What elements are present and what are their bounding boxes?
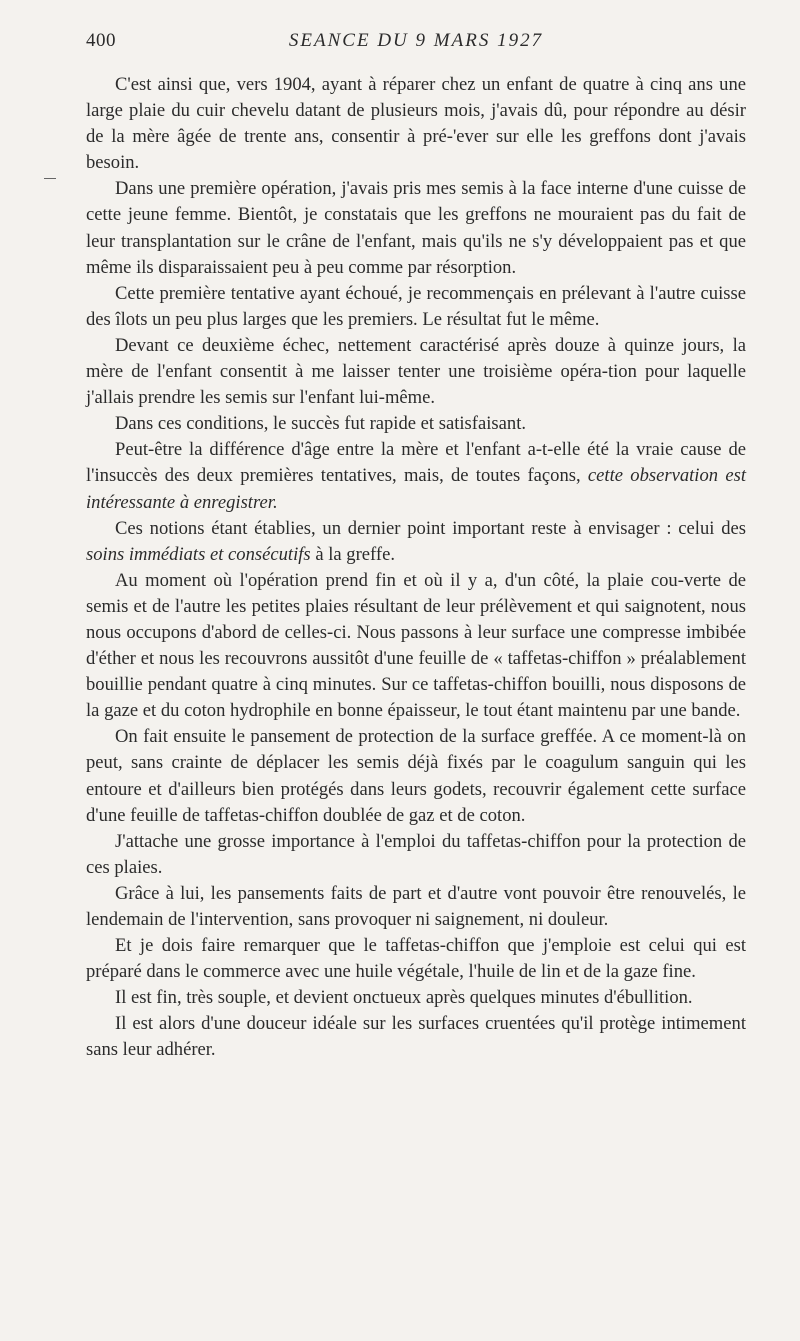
- paragraph-8: Au moment où l'opération prend fin et où il y a, d'un côté, la plaie cou-verte de semis et de l'autre les petites plaies résultant de leur prélèvement et qui saignotent, nous nous occupons d'abord de celles-ci. Nous passons à leur surface une compresse imbibée d'éther et nous les recouvrons aussitôt d'une feuille de « taffetas-chiffon » préalablement bouillie pendant quatre à cinq minutes. Sur ce taffetas-chiffon bouilli, nous disposons de la gaze et du coton hydrophile en bonne épaisseur, le tout étant maintenu par une bande.: [86, 569, 746, 722]
- paragraph-4: Devant ce deuxième échec, nettement caractérisé après douze à quinze jours, la mère de l'enfant consentit à me laisser tenter une troisième opéra-tion pour laquelle j'allais prendre les semis sur l'enfant lui-même.: [86, 334, 746, 409]
- page-number: 400: [86, 30, 116, 51]
- paragraph-9: On fait ensuite le pansement de protection de la surface greffée. A ce moment-là on peut, sans crainte de déplacer les semis déjà fixés par le coagulum sanguin qui les entoure et d'ailleurs bien protégés dans leurs godets, recouvrir également cette surface d'une feuille de taffetas-chiffon doublée de gaz et de coton.: [86, 726, 746, 826]
- running-header: [86, 30, 746, 54]
- paragraph-7: Ces notions étant établies, un dernier point important reste à envisager : celui des soins immédiats et consécutifs à la greffe.: [86, 517, 746, 565]
- paragraph-1: C'est ainsi que, vers 1904, ayant à réparer chez un enfant de quatre à cinq ans une large plaie du cuir chevelu datant de plusieurs mois, j'avais dû, pour répondre au désir de la mère âgée de trente ans, consentir à pré-'ever sur elle les greffons dont j'avais besoin.: [86, 74, 746, 174]
- paragraph-13: Il est fin, très souple, et devient onctueux après quelques minutes d'ébullition.: [115, 987, 693, 1009]
- italic-phrase: soins immédiats et consécutifs: [86, 543, 311, 565]
- paragraph-2: Dans une première opération, j'avais pris mes semis à la face interne d'une cuisse de cette jeune femme. Bientôt, je constatais que les greffons ne mouraient pas du fait de leur transplantation sur le crâne de l'enfant, mais qu'ils ne s'y développaient pas et que même ils disparaissaient peu à peu comme par résorption.: [86, 178, 746, 278]
- paragraph-12: Et je dois faire remarquer que le taffetas-chiffon que j'emploie est celui qui est préparé dans le commerce avec une huile végétale, l'huile de lin et de la gaze fine.: [86, 935, 746, 983]
- paragraph-11: Grâce à lui, les pansements faits de part et d'autre vont pouvoir être renouvelés, le lendemain de l'intervention, sans provoquer ni saignement, ni douleur.: [86, 882, 746, 930]
- margin-mark: [44, 178, 56, 179]
- italic-phrase: cette observation est intéressante à enregistrer.: [86, 465, 746, 513]
- paragraph-14: Il est alors d'une douceur idéale sur les surfaces cruentées qu'il protège intimement sans leur adhérer.: [86, 1013, 746, 1061]
- paragraph-10: J'attache une grosse importance à l'emploi du taffetas-chiffon pour la protection de ces plaies.: [86, 830, 746, 878]
- paragraph-6: Peut-être la différence d'âge entre la mère et l'enfant a-t-elle été la vraie cause de l'insuccès des deux premières tentatives, mais, de toutes façons, cette observation est intéressante à enregistrer.: [86, 439, 746, 513]
- header-title: SEANCE DU 9 MARS 1927: [288, 30, 544, 51]
- body-text: [86, 72, 746, 1064]
- paragraph-5: Dans ces conditions, le succès fut rapide et satisfaisant.: [115, 413, 527, 435]
- paragraph-3: Cette première tentative ayant échoué, je recommençais en prélevant à l'autre cuisse des îlots un peu plus larges que les premiers. Le résultat fut le même.: [86, 282, 746, 330]
